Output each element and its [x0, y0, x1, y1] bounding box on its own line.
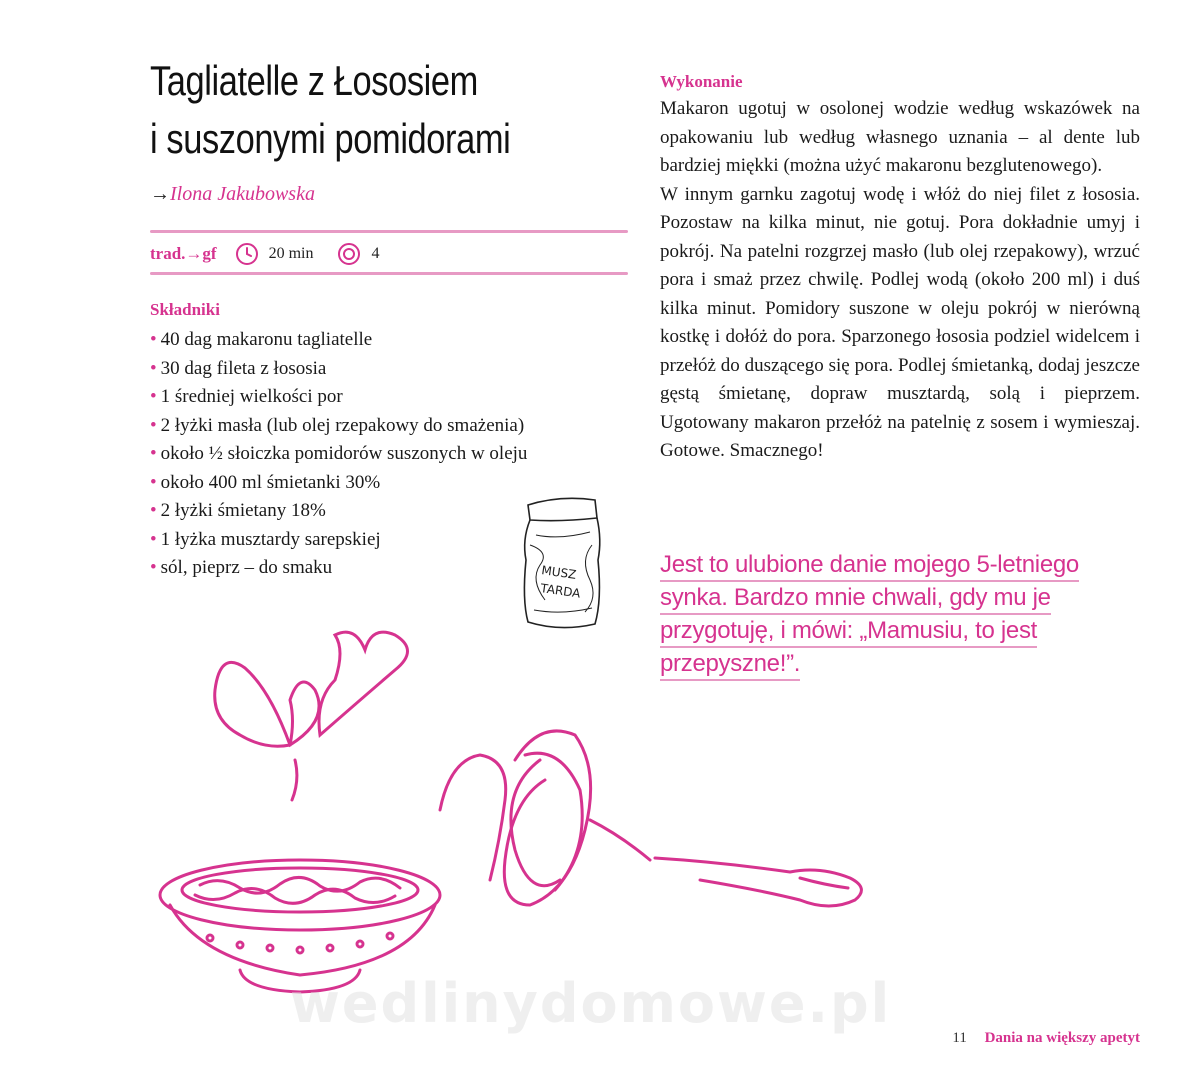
list-item: • 2 łyżki śmietany 18%	[150, 497, 620, 526]
list-item: • 1 średniej wielkości por	[150, 383, 620, 412]
jar-label-line-2: TARDA	[539, 581, 582, 601]
prep-time: 20 min	[268, 245, 314, 262]
page-number: 11	[952, 1030, 967, 1046]
ingredients-heading: Składniki	[150, 300, 220, 319]
quote-text: Jest to ulubione danie mojego 5-letniego synka. Bardzo mnie chwali, gdy mu je przygotuję, i mówi: „Mamusiu, to jest przepyszne!”.	[660, 551, 1079, 681]
mustard-jar-icon	[524, 498, 599, 627]
hearts-icon	[215, 632, 408, 800]
recipe-title-line-1: Tagliatelle z Łososiem	[150, 57, 478, 104]
list-item: • około ½ słoiczka pomidorów suszonych w oleju	[150, 440, 620, 469]
list-item: • 40 dag makaronu tagliatelle	[150, 326, 620, 355]
list-item: • około 400 ml śmietanki 30%	[150, 469, 620, 498]
fork-icon	[440, 731, 861, 906]
list-item: • 1 łyżka musztardy sarepskiej	[150, 526, 620, 555]
page-footer	[952, 1030, 1140, 1047]
author-arrow-icon: →	[150, 183, 170, 205]
method-heading: Wykonanie	[660, 72, 743, 91]
list-item: • 30 dag fileta z łososia	[150, 355, 620, 384]
author-name: Ilona Jakubowska	[170, 183, 315, 205]
list-item: • sól, pieprz – do smaku	[150, 554, 620, 583]
servings-count: 4	[371, 245, 380, 262]
method-paragraph-2: W innym garnku zagotuj wodę i włóż do niej filet z łososia. Pozostaw na kilka minut, nie gotuj. Pora dokładnie umyj i pokrój. Na patelni rozgrzej masło (lub olej rzepakowy), wrzuć pora i smaż przez chwilę. Podlej wodą (około 200 ml) i duś kilka minut. Pomidory suszone w oleju pokrój w nierówną kostkę i dołóż do pora. Sparzonego łososia podziel widelcem i przełóż do duszącego się pora. Podlej śmietanką, dodaj jeszcze gęstą śmietanę, dopraw musztardą, solą i pieprzem. Ugotowany makaron przełóż na patelnię z sosem i wymieszaj. Gotowe. Smacznego!	[660, 183, 1140, 461]
list-item: • 2 łyżki masła (lub olej rzepakowy do smażenia)	[150, 412, 620, 441]
recipe-title-line-2: i suszonymi pomidorami	[150, 115, 511, 162]
diet-tag: trad.→gf	[150, 244, 217, 263]
watermark: wedlinydomowe.pl	[290, 972, 892, 1035]
jar-label-line-1: MUSZ	[540, 563, 578, 582]
method-paragraph-1: Makaron ugotuj w osolonej wodzie według wskazówek na opakowaniu lub według własnego uznania – al dente lub bardziej miękki (można użyć makaronu bezglutenowego).	[660, 98, 1140, 176]
section-name: Dania na większy apetyt	[984, 1030, 1140, 1046]
